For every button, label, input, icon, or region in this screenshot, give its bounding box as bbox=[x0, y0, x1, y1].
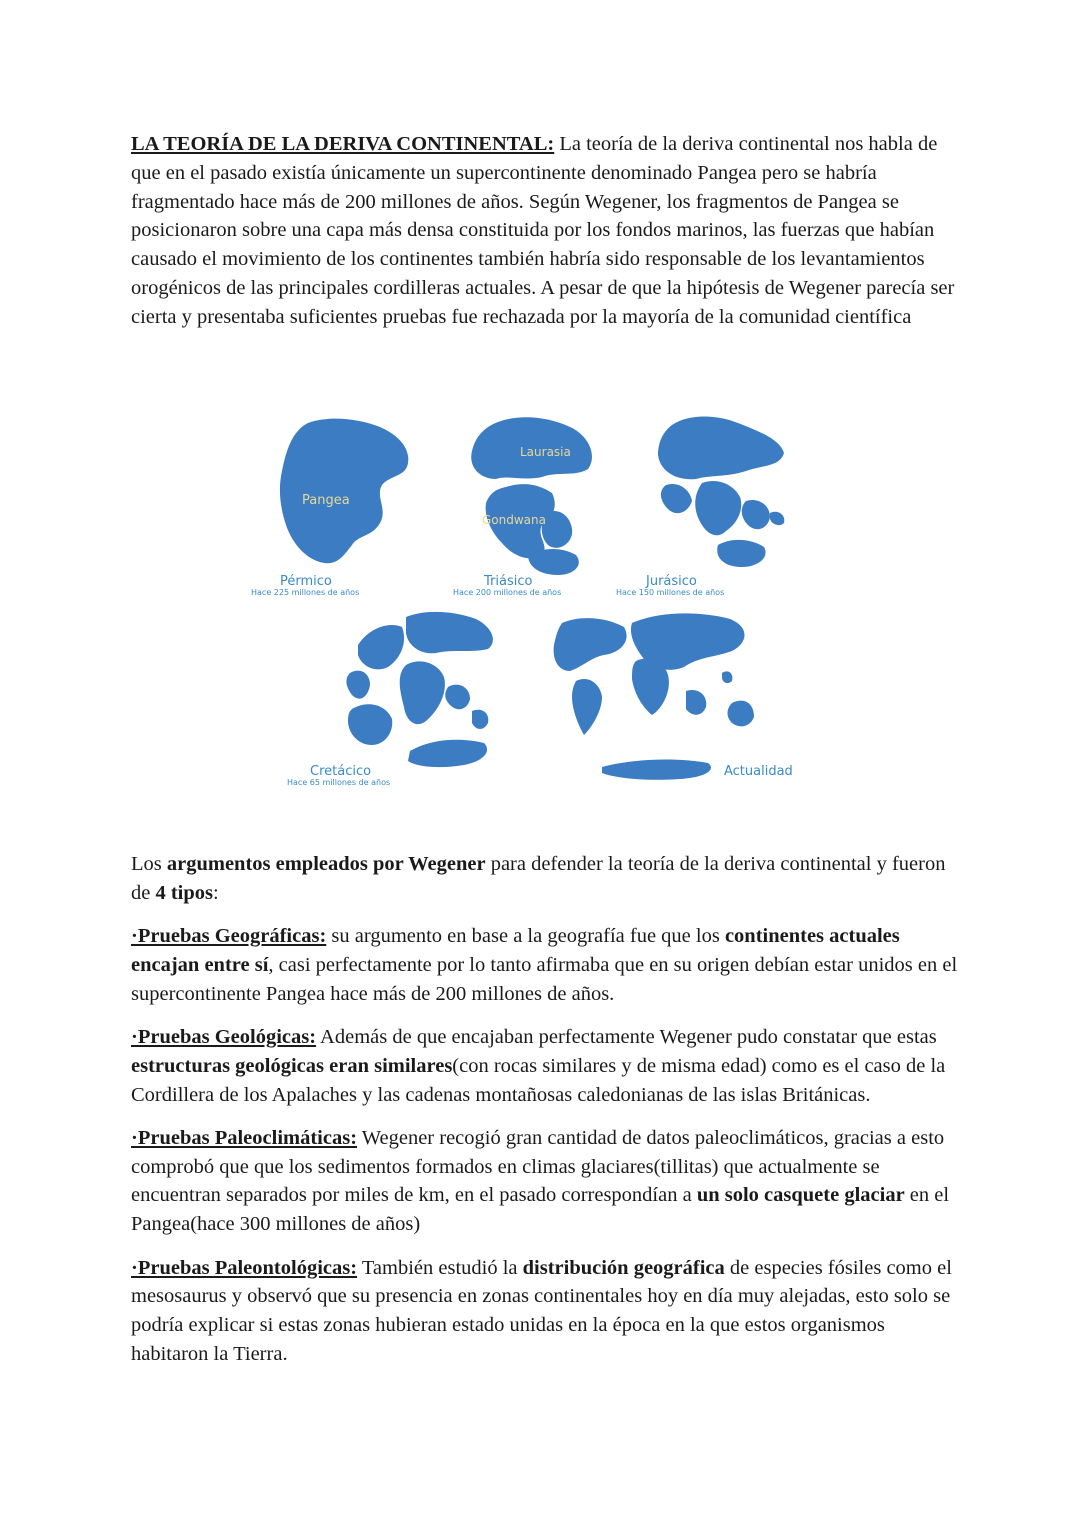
argument-text: de especies fósiles como el mesosaurus y observó que su presencia en zonas continentales hoy en día muy alejadas, esto solo se podría explicar si estas zonas hubieran estado unidas en la época en la que estos organismos habitaron la Tierra. bbox=[131, 1256, 952, 1365]
arguments-intro-bold2: 4 tipos bbox=[155, 881, 214, 904]
map-jurasico bbox=[658, 417, 784, 568]
argument-text: Además de que encajaban perfectamente Wegener pudo constatar que estas bbox=[316, 1025, 937, 1048]
arguments-intro-mid: para defender la teoría de la deriva continental y fueron de bbox=[131, 853, 946, 904]
arguments-section bbox=[131, 850, 961, 1383]
caption-cretacico-sub: Hace 65 millones de años bbox=[287, 778, 391, 787]
intro-text: La teoría de la deriva continental nos habla de que en el pasado existía únicamente un supercontinente denominado Pangea pero se habría fragmentado hace más de 200 millones de años. Según Wegener, los fragmentos de Pangea se posicionaron sobre una capa más densa constituida por los fondos marinos, las fuerzas que habían causado el movimiento de los continentes también habría sido responsable de los levantamientos orogénicos de las principales cordilleras actuales. A pesar de que la hipótesis de Wegener parecía ser cierta y presentaba suficientes pruebas fue rechazada por la mayoría de la comunidad científica bbox=[131, 133, 955, 328]
map-cretacico bbox=[346, 612, 493, 767]
map-permico bbox=[280, 419, 408, 564]
argument-title: ·Pruebas Paleontológicas: bbox=[131, 1256, 358, 1279]
argument-title: ·Pruebas Geológicas: bbox=[131, 1025, 317, 1048]
label-laurasia: Laurasia bbox=[520, 445, 571, 459]
argument-text: en el Pangea(hace 300 millones de años) bbox=[131, 1184, 950, 1236]
argument-title: ·Pruebas Geográficas: bbox=[131, 925, 327, 948]
argument-paleontologicas bbox=[131, 1254, 961, 1369]
argument-text: Wegener recogió gran cantidad de datos paleoclimáticos, gracias a esto comprobó que que los sedimentos formados en climas glaciares(tillitas) que actualmente se encuentran separados por miles de km, en el pasado correspondían a bbox=[131, 1126, 945, 1207]
drift-maps-svg bbox=[240, 405, 820, 805]
argument-bold: distribución geográfica bbox=[522, 1256, 725, 1279]
map-actualidad bbox=[554, 613, 754, 779]
label-gondwana: Gondwana bbox=[482, 513, 546, 527]
argument-text: También estudió la bbox=[357, 1256, 523, 1279]
argument-bold: estructuras geológicas eran similares bbox=[131, 1054, 453, 1077]
argument-text: su argumento en base a la geografía fue que los bbox=[326, 925, 725, 948]
caption-jurasico: Jurásico bbox=[646, 574, 697, 589]
caption-triasico: Triásico bbox=[484, 574, 533, 589]
caption-permico: Pérmico bbox=[280, 574, 332, 589]
caption-permico-sub: Hace 225 millones de años bbox=[251, 588, 360, 597]
caption-cretacico: Cretácico bbox=[310, 764, 372, 779]
caption-actualidad: Actualidad bbox=[724, 764, 793, 779]
intro-heading: LA TEORÍA DE LA DERIVA CONTINENTAL: bbox=[131, 133, 555, 155]
argument-paleoclimaticas bbox=[131, 1124, 961, 1239]
argument-text: , casi perfectamente por lo tanto afirmaba que en su origen debían estar unidos en el supercontinente Pangea hace más de 200 millones de años. bbox=[131, 953, 958, 1005]
arguments-intro-end: : bbox=[213, 881, 219, 904]
continental-drift-figure bbox=[240, 405, 820, 805]
argument-bold: un solo casquete glaciar bbox=[696, 1184, 905, 1207]
argument-title: ·Pruebas Paleoclimáticas: bbox=[131, 1126, 358, 1149]
intro-paragraph bbox=[131, 130, 961, 332]
arguments-intro-bold: argumentos empleados por Wegener bbox=[166, 853, 486, 875]
caption-jurasico-sub: Hace 150 millones de años bbox=[616, 588, 725, 597]
argument-geograficas bbox=[131, 922, 961, 1008]
label-pangea: Pangea bbox=[302, 493, 350, 508]
caption-triasico-sub: Hace 200 millones de años bbox=[453, 588, 562, 597]
argument-text: (con rocas similares y de misma edad) como es el caso de la Cordillera de los Apalaches y las cadenas montañosas caledonianas de las islas Británicas. bbox=[131, 1054, 946, 1106]
argument-geologicas bbox=[131, 1023, 961, 1109]
arguments-intro bbox=[131, 850, 961, 908]
argument-bold: continentes actuales encajan entre sí bbox=[131, 925, 900, 976]
map-triasico bbox=[471, 417, 592, 575]
arguments-intro-pre: Los bbox=[131, 853, 167, 875]
